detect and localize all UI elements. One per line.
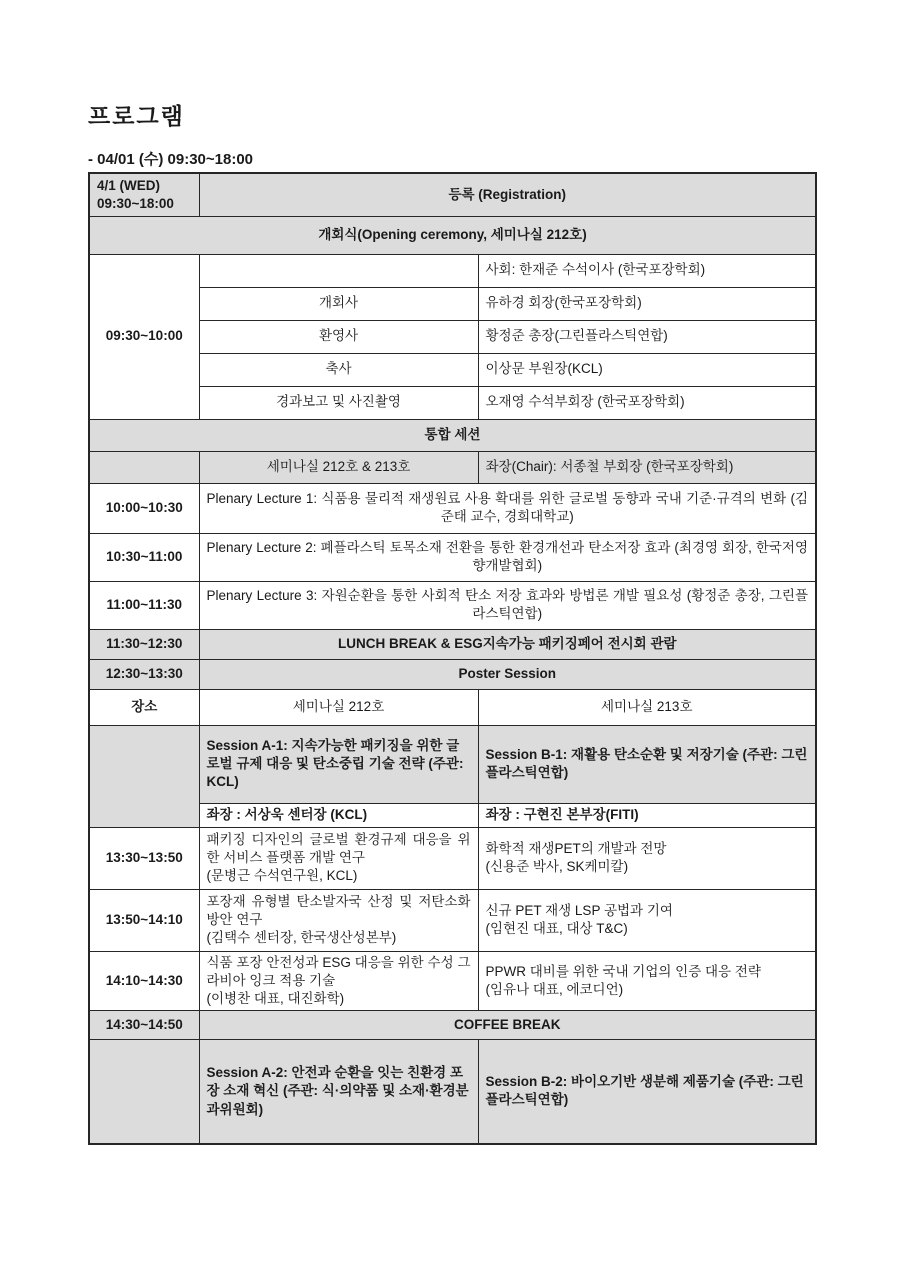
opening-time: 09:30~10:00 — [89, 254, 199, 419]
session-b1-chair: 좌장 : 구현진 본부장(FITI) — [478, 803, 816, 827]
session-b1-title: Session B-1: 재활용 탄소순환 및 저장기술 (주관: 그린플라스틱연합) — [478, 725, 816, 803]
plenary-lecture-text: Plenary Lecture 2: 폐플라스틱 토목소재 전환을 통한 환경개선과 탄소저장 효과 (최경영 회장, 한국저영향개발협회) — [199, 533, 816, 581]
opening-header: 개회식(Opening ceremony, 세미나실 212호) — [89, 216, 816, 254]
registration-date: 4/1 (WED) — [97, 177, 161, 193]
lunch-row — [89, 629, 816, 659]
coffee-row — [89, 1011, 816, 1040]
plenary-time: 10:30~11:00 — [89, 533, 199, 581]
poster-time: 12:30~13:30 — [89, 659, 199, 689]
session2-time-empty — [89, 1040, 199, 1144]
venue-row — [89, 689, 816, 725]
registration-row — [89, 173, 816, 216]
talk-a-cell — [199, 827, 478, 889]
session1-header-row — [89, 725, 816, 803]
session-a1-chair: 좌장 : 서상욱 센터장 (KCL) — [199, 803, 478, 827]
plenary-time: 10:00~10:30 — [89, 483, 199, 533]
talk-b-speaker: (신용준 박사, SK케미칼) — [485, 859, 629, 874]
opening-person: 황정준 총장(그린플라스틱연합) — [478, 320, 816, 353]
opening-row-congrats — [89, 353, 816, 386]
talk-b-title: PPWR 대비를 위한 국내 기업의 인증 대응 전략 — [485, 963, 761, 979]
talk-a-speaker: (이병찬 대표, 대진화학) — [206, 990, 345, 1006]
lunch-label: LUNCH BREAK & ESG지속가능 패키징페어 전시회 관람 — [199, 629, 816, 659]
talk-a-title: 패키징 디자인의 글로벌 환경규제 대응을 위한 서비스 플랫폼 개발 연구 — [206, 831, 471, 865]
plenary-lecture-text: Plenary Lecture 3: 자원순환을 통한 사회적 탄소 저장 효과와 방법론 개발 필요성 (황정준 총장, 그린플라스틱연합) — [199, 581, 816, 629]
opening-person-mc: 사회: 한재준 수석이사 (한국포장학회) — [478, 254, 816, 287]
talk-b-title: 화학적 재생PET의 개발과 전망 — [485, 840, 667, 856]
plenary-header: 통합 세션 — [89, 419, 816, 451]
venue-room-a: 세미나실 212호 — [199, 689, 478, 725]
page-title: 프로그램 — [88, 103, 185, 129]
poster-label: Poster Session — [199, 659, 816, 689]
lunch-time: 11:30~12:30 — [89, 629, 199, 659]
registration-time: 09:30~18:00 — [97, 195, 174, 211]
plenary-chair: 좌장(Chair): 서종철 부회장 (한국포장학회) — [478, 451, 816, 483]
session1-chair-row — [89, 803, 816, 827]
plenary-lecture-row-1 — [89, 483, 816, 533]
plenary-chair-empty — [89, 451, 199, 483]
opening-row-mc — [89, 254, 816, 287]
talk-b-cell — [478, 951, 816, 1011]
talk-b-speaker: (임유나 대표, 에코디언) — [485, 981, 624, 997]
session1-talk-row-3 — [89, 951, 816, 1011]
date-line: - 04/01 (수) 09:30~18:00 — [88, 151, 254, 168]
opening-role: 축사 — [199, 353, 478, 386]
coffee-time: 14:30~14:50 — [89, 1011, 199, 1040]
talk-time: 13:30~13:50 — [89, 827, 199, 889]
opening-role: 개회사 — [199, 287, 478, 320]
venue-label: 장소 — [89, 689, 199, 725]
talk-a-cell — [199, 889, 478, 951]
opening-person: 유하경 회장(한국포장학회) — [478, 287, 816, 320]
registration-time-cell — [89, 173, 199, 216]
opening-person: 이상문 부원장(KCL) — [478, 353, 816, 386]
coffee-label: COFFEE BREAK — [199, 1011, 816, 1040]
plenary-lecture-text: Plenary Lecture 1: 식품용 물리적 재생원료 사용 확대를 위한 글로벌 동향과 국내 기준·규격의 변화 (김준태 교수, 경희대학교) — [199, 483, 816, 533]
talk-time: 13:50~14:10 — [89, 889, 199, 951]
talk-b-cell — [478, 889, 816, 951]
talk-b-title: 신규 PET 재생 LSP 공법과 기여 — [485, 902, 673, 918]
opening-row-greeting — [89, 320, 816, 353]
talk-a-title: 식품 포장 안전성과 ESG 대응을 위한 수성 그라비아 잉크 적용 기술 — [206, 954, 471, 988]
session1-talk-row-2 — [89, 889, 816, 951]
plenary-time: 11:00~11:30 — [89, 581, 199, 629]
plenary-room: 세미나실 212호 & 213호 — [199, 451, 478, 483]
opening-row-welcome — [89, 287, 816, 320]
opening-row-report — [89, 386, 816, 419]
plenary-lecture-row-2 — [89, 533, 816, 581]
session1-time-empty — [89, 725, 199, 827]
talk-a-cell — [199, 951, 478, 1011]
opening-person: 오재영 수석부회장 (한국포장학회) — [478, 386, 816, 419]
talk-a-title: 포장재 유형별 탄소발자국 산정 및 저탄소화 방안 연구 — [206, 893, 471, 927]
talk-b-speaker: (임현진 대표, 대상 T&C) — [485, 921, 628, 936]
opening-role-empty — [199, 254, 478, 287]
talk-a-speaker: (문병근 수석연구원, KCL) — [206, 868, 358, 884]
registration-label: 등록 (Registration) — [199, 173, 816, 216]
talk-time: 14:10~14:30 — [89, 951, 199, 1011]
opening-header-row — [89, 216, 816, 254]
plenary-lecture-row-3 — [89, 581, 816, 629]
venue-room-b: 세미나실 213호 — [478, 689, 816, 725]
session1-talk-row-1 — [89, 827, 816, 889]
opening-role: 환영사 — [199, 320, 478, 353]
session-a2-title: Session A-2: 안전과 순환을 잇는 친환경 포장 소재 혁신 (주관: 식·의약품 및 소재·환경분과위원회) — [199, 1040, 478, 1144]
opening-role: 경과보고 및 사진촬영 — [199, 386, 478, 419]
session-a1-title: Session A-1: 지속가능한 패키징을 위한 글로벌 규제 대응 및 탄소중립 기술 전략 (주관: KCL) — [199, 725, 478, 803]
talk-b-cell — [478, 827, 816, 889]
plenary-chair-row — [89, 451, 816, 483]
talk-a-speaker: (김택수 센터장, 한국생산성본부) — [206, 930, 397, 946]
session2-header-row — [89, 1040, 816, 1144]
program-table — [88, 172, 817, 1145]
session-b2-title: Session B-2: 바이오기반 생분해 제품기술 (주관: 그린플라스틱연합) — [478, 1040, 816, 1144]
poster-row — [89, 659, 816, 689]
plenary-header-row — [89, 419, 816, 451]
